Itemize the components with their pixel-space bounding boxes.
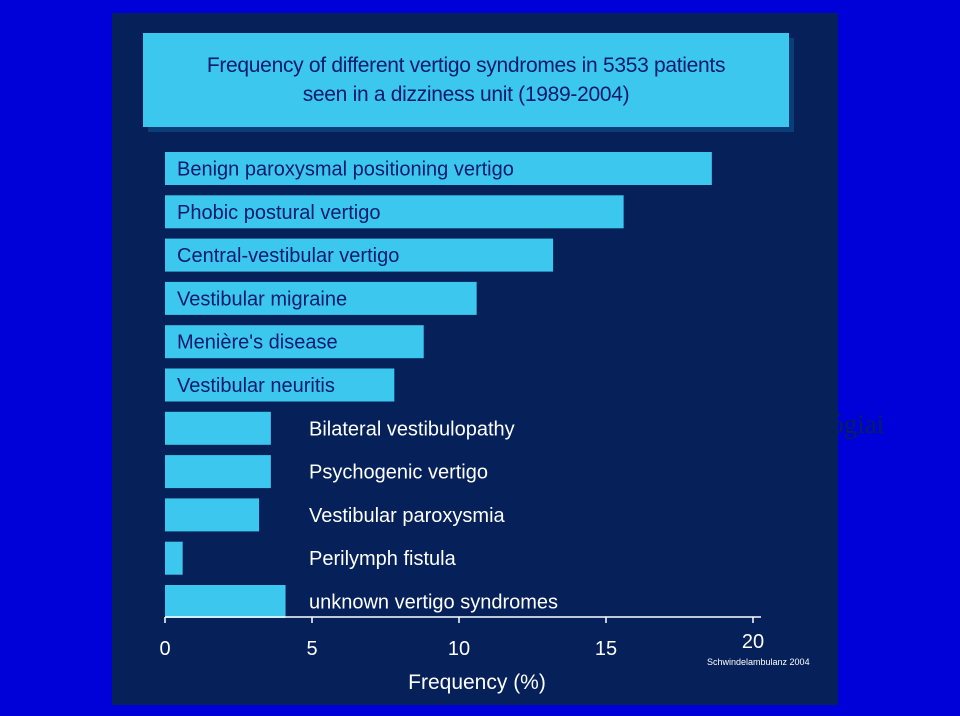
bar-label: Vestibular paroxysmia xyxy=(309,504,505,527)
x-tick-label: 5 xyxy=(306,638,318,660)
bar xyxy=(165,542,183,575)
bar-label: unknown vertigo syndromes xyxy=(309,591,559,614)
annotation-line-2: Klinika adata xyxy=(639,447,784,477)
source-credit: Schwindelambulanz 2004 xyxy=(707,657,810,667)
x-tick-label: 0 xyxy=(159,638,171,660)
bar-label: Benign paroxysmal positioning vertigo xyxy=(177,158,514,181)
bar-label: Perilymph fistula xyxy=(309,548,456,571)
bar-label: Menière's disease xyxy=(177,331,338,354)
bar-label: Phobic postural vertigo xyxy=(177,201,381,224)
bar-label: Vestibular neuritis xyxy=(177,375,335,397)
bar xyxy=(165,585,286,618)
x-axis-title: Frequency (%) xyxy=(408,671,546,694)
bar-label: Central-vestibular vertigo xyxy=(177,245,400,268)
source-annotation xyxy=(639,405,959,481)
chart-title-line-2: seen in a dizziness unit (1989-2004) xyxy=(302,83,630,106)
chart-title-line-1: Frequency of different vertigo syndromes in 5353 patients xyxy=(206,54,726,77)
x-tick-label: 10 xyxy=(447,638,471,660)
bar-label: Bilateral vestibulopathy xyxy=(309,418,515,441)
bar xyxy=(165,412,271,445)
bar xyxy=(165,498,259,531)
annotation-line-1: Müncheni Neurológiai xyxy=(639,409,885,439)
x-tick-label: 20 xyxy=(741,631,765,653)
x-tick-label: 15 xyxy=(594,638,618,660)
bar-label: Vestibular migraine xyxy=(177,288,348,311)
bar-label: Psychogenic vertigo xyxy=(309,461,488,484)
bar xyxy=(165,455,271,488)
